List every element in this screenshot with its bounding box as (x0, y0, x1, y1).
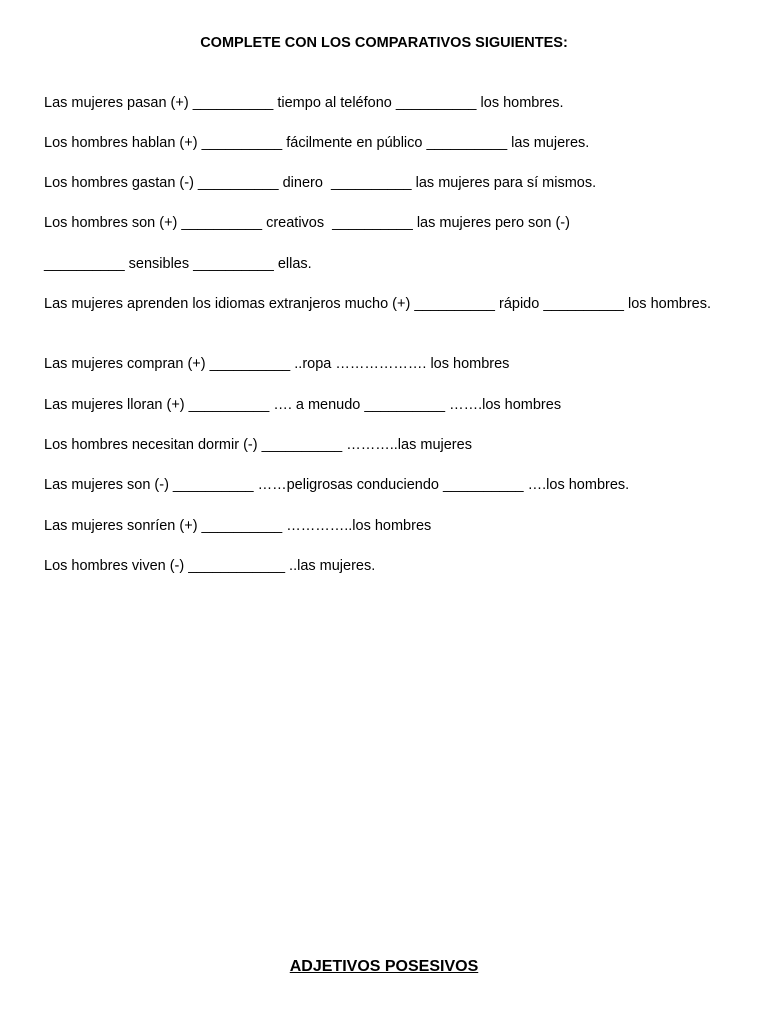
sentence-4: Los hombres son (+) __________ creativos __________ las mujeres pero son (-) (44, 215, 570, 231)
sentence-1: Las mujeres pasan (+) __________ tiempo al teléfono __________ los hombres. (44, 95, 564, 111)
sentence-10: Las mujeres sonríen (+) __________ …………..los hombres (44, 518, 432, 534)
sentence-4-continued: __________ sensibles __________ ellas. (44, 256, 312, 272)
sentence-5: Las mujeres aprenden los idiomas extranjeros mucho (+) __________ rápido __________ los hombres. (44, 296, 712, 312)
page-title: COMPLETE CON LOS COMPARATIVOS SIGUIENTES: (200, 35, 568, 51)
section-title: ADJETIVOS POSESIVOS (289, 958, 479, 975)
sentence-9: Las mujeres son (-) __________ ……peligrosas conduciendo __________ ….los hombres. (44, 477, 630, 493)
sentence-7: Las mujeres lloran (+) __________ …. a menudo __________ …….los hombres (44, 397, 562, 413)
sentence-11: Los hombres viven (-) ____________ ..las mujeres. (44, 558, 376, 574)
sentence-3: Los hombres gastan (-) __________ dinero __________ las mujeres para sí mismos. (44, 175, 597, 191)
sentence-8: Los hombres necesitan dormir (-) __________ ………..las mujeres (44, 437, 472, 453)
sentence-6: Las mujeres compran (+) __________ ..ropa ………………. los hombres (44, 356, 510, 372)
sentence-2: Los hombres hablan (+) __________ fácilmente en público __________ las mujeres. (44, 135, 590, 151)
